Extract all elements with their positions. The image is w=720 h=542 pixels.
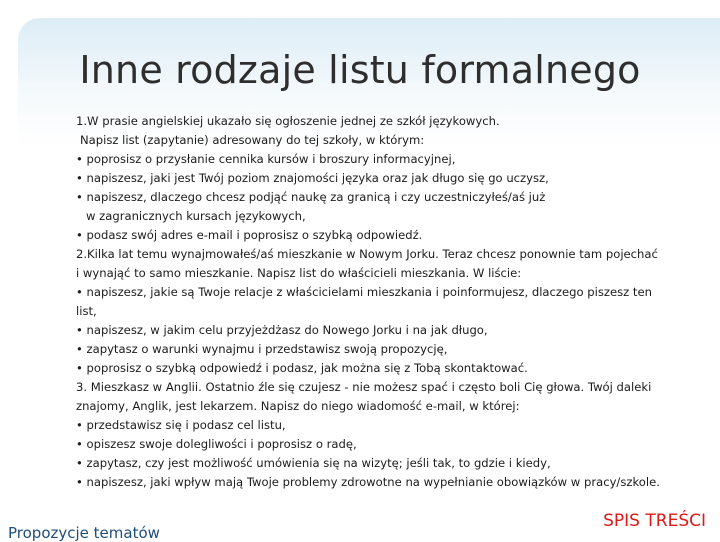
- task-1-instruction: Napisz list (zapytanie) adresowany do tej szkoły, w którym:: [80, 133, 425, 147]
- task-1-bullet-3-cont: w zagranicznych kursach językowych,: [86, 209, 306, 223]
- task-3-bullet-1: • przedstawisz się i podasz cel listu,: [76, 418, 286, 432]
- task-1-bullet-2: • napiszesz, jaki jest Twój poziom znajomości języka oraz jak długo się go uczysz,: [76, 171, 549, 185]
- task-3-bullet-3: • zapytasz, czy jest możliwość umówienia się na wizytę; jeśli tak, to gdzie i kiedy,: [76, 456, 551, 470]
- task-3-bullet-2: • opiszesz swoje dolegliwości i poprosisz o radę,: [76, 437, 357, 451]
- task-1-bullet-4: • podasz swój adres e-mail i poprosisz o szybką odpowiedź.: [76, 228, 423, 242]
- task-1-bullet-1: • poprosisz o przysłanie cennika kursów i broszury informacyjnej,: [76, 152, 456, 166]
- task-2-bullet-1-cont: list,: [76, 304, 97, 318]
- slide-title: Inne rodzaje listu formalnego: [79, 48, 641, 92]
- task-2-bullet-4: • poprosisz o szybką odpowiedź i podasz, jak można się z Tobą skontaktować.: [76, 361, 528, 375]
- topics-link[interactable]: Propozycje tematów: [8, 524, 160, 542]
- task-1-bullet-3: • napiszesz, dlaczego chcesz podjąć naukę za granicą i czy uczestniczyłeś/aś już: [76, 190, 546, 204]
- task-2-bullet-2: • napiszesz, w jakim celu przyjeżdżasz do Nowego Jorku i na jak długo,: [76, 323, 488, 337]
- task-2-bullet-3: • zapytasz o warunki wynajmu i przedstawisz swoją propozycję,: [76, 342, 448, 356]
- task-2-intro-cont: i wynająć to samo mieszkanie. Napisz list do właścicieli mieszkania. W liście:: [76, 266, 522, 280]
- table-of-contents-link[interactable]: SPIS TREŚCI: [603, 511, 706, 531]
- slide-body: [76, 112, 676, 492]
- task-3-bullet-4: • napiszesz, jaki wpływ mają Twoje problemy zdrowotne na wypełnianie obowiązków w pracy/szkole.: [76, 475, 660, 489]
- task-1-intro: 1.W prasie angielskiej ukazało się ogłoszenie jednej ze szkół językowych.: [76, 114, 500, 128]
- task-3-intro: 3. Mieszkasz w Anglii. Ostatnio źle się czujesz - nie możesz spać i często boli Cię głowa. Twój daleki: [76, 380, 652, 394]
- task-2-intro: 2.Kilka lat temu wynajmowałeś/aś mieszkanie w Nowym Jorku. Teraz chcesz ponownie tam pojechać: [76, 247, 658, 261]
- task-3-intro-cont: znajomy, Anglik, jest lekarzem. Napisz do niego wiadomość e-mail, w której:: [76, 399, 520, 413]
- task-2-bullet-1: • napiszesz, jakie są Twoje relacje z właścicielami mieszkania i poinformujesz, dlaczego piszesz ten: [76, 285, 652, 299]
